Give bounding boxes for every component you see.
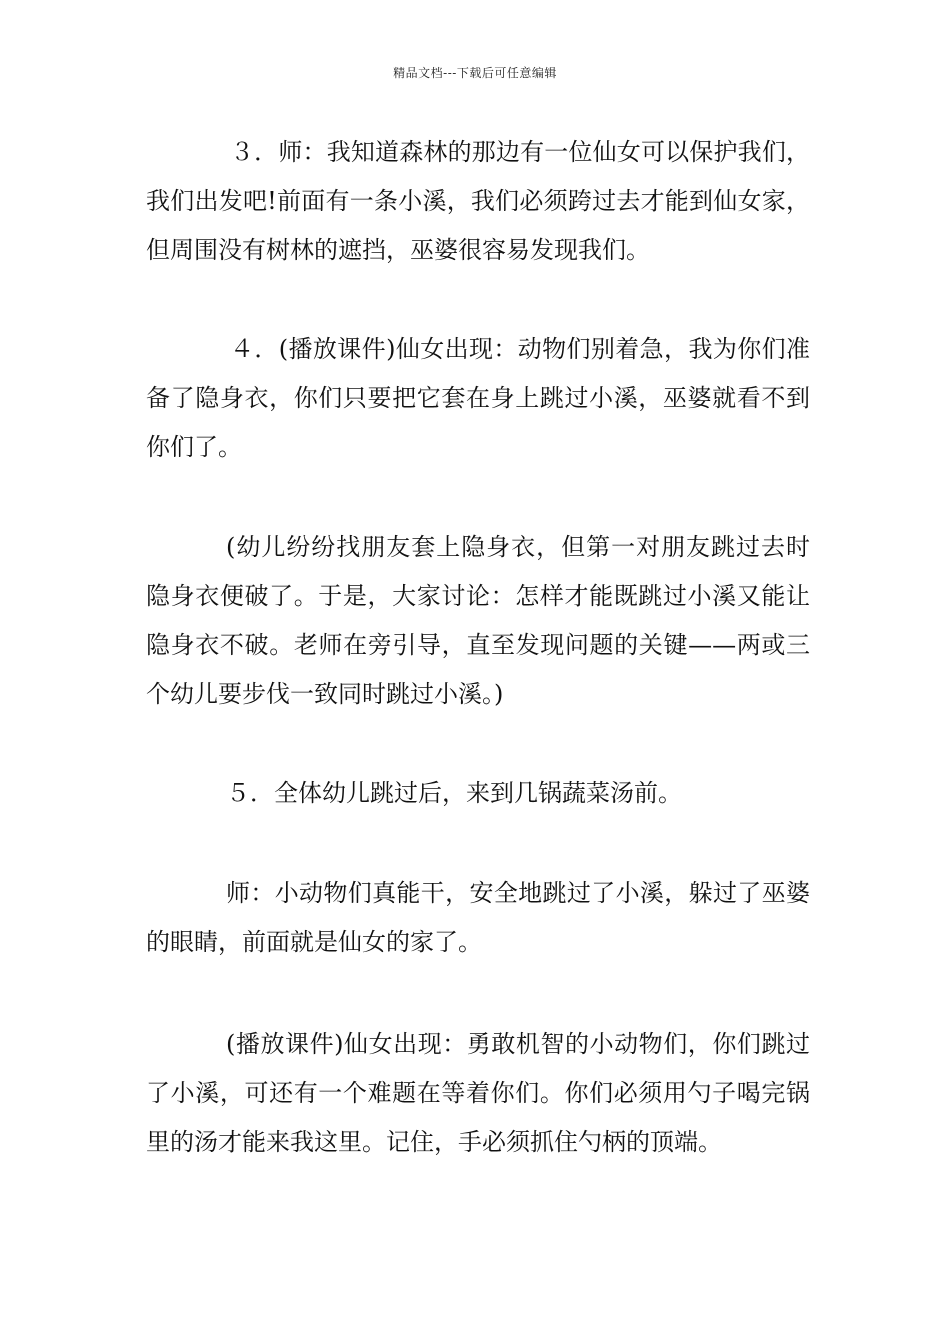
paragraph-children-discussion: (幼儿纷纷找朋友套上隐身衣，但第一对朋友跳过去时隐身衣便破了。于是，大家讨论：怎样才能既跳过小溪又能让隐身衣不破。老师在旁引导，直至发现问题的关键——两或三个幼儿要步伐一致同时跳过小溪。)	[146, 533, 810, 708]
page-header: 精品文档---下载后可任意编辑	[393, 66, 557, 80]
paragraph-fairy-line: (播放课件)仙女出现：勇敢机智的小动物们，你们跳过了小溪，可还有一个难题在等着你们。你们必须用勺子喝完锅里的汤才能来我这里。记住，手必须抓住勺柄的顶端。	[146, 1030, 810, 1156]
paragraph-teacher-line: 师：小动物们真能干，安全地跳过了小溪，躲过了巫婆的眼睛，前面就是仙女的家了。	[146, 879, 810, 956]
paragraph-step-4: ４．(播放课件)仙女出现：动物们别着急，我为你们准备了隐身衣，你们只要把它套在身上跳过小溪，巫婆就看不到你们了。	[146, 335, 810, 461]
paragraph-step-5: ５．全体幼儿跳过后，来到几锅蔬菜汤前。	[226, 779, 682, 807]
paragraph-step-3: ３．师：我知道森林的那边有一位仙女可以保护我们，我们出发吧!前面有一条小溪，我们必须跨过去才能到仙女家，但周围没有树林的遮挡，巫婆很容易发现我们。	[146, 138, 810, 264]
